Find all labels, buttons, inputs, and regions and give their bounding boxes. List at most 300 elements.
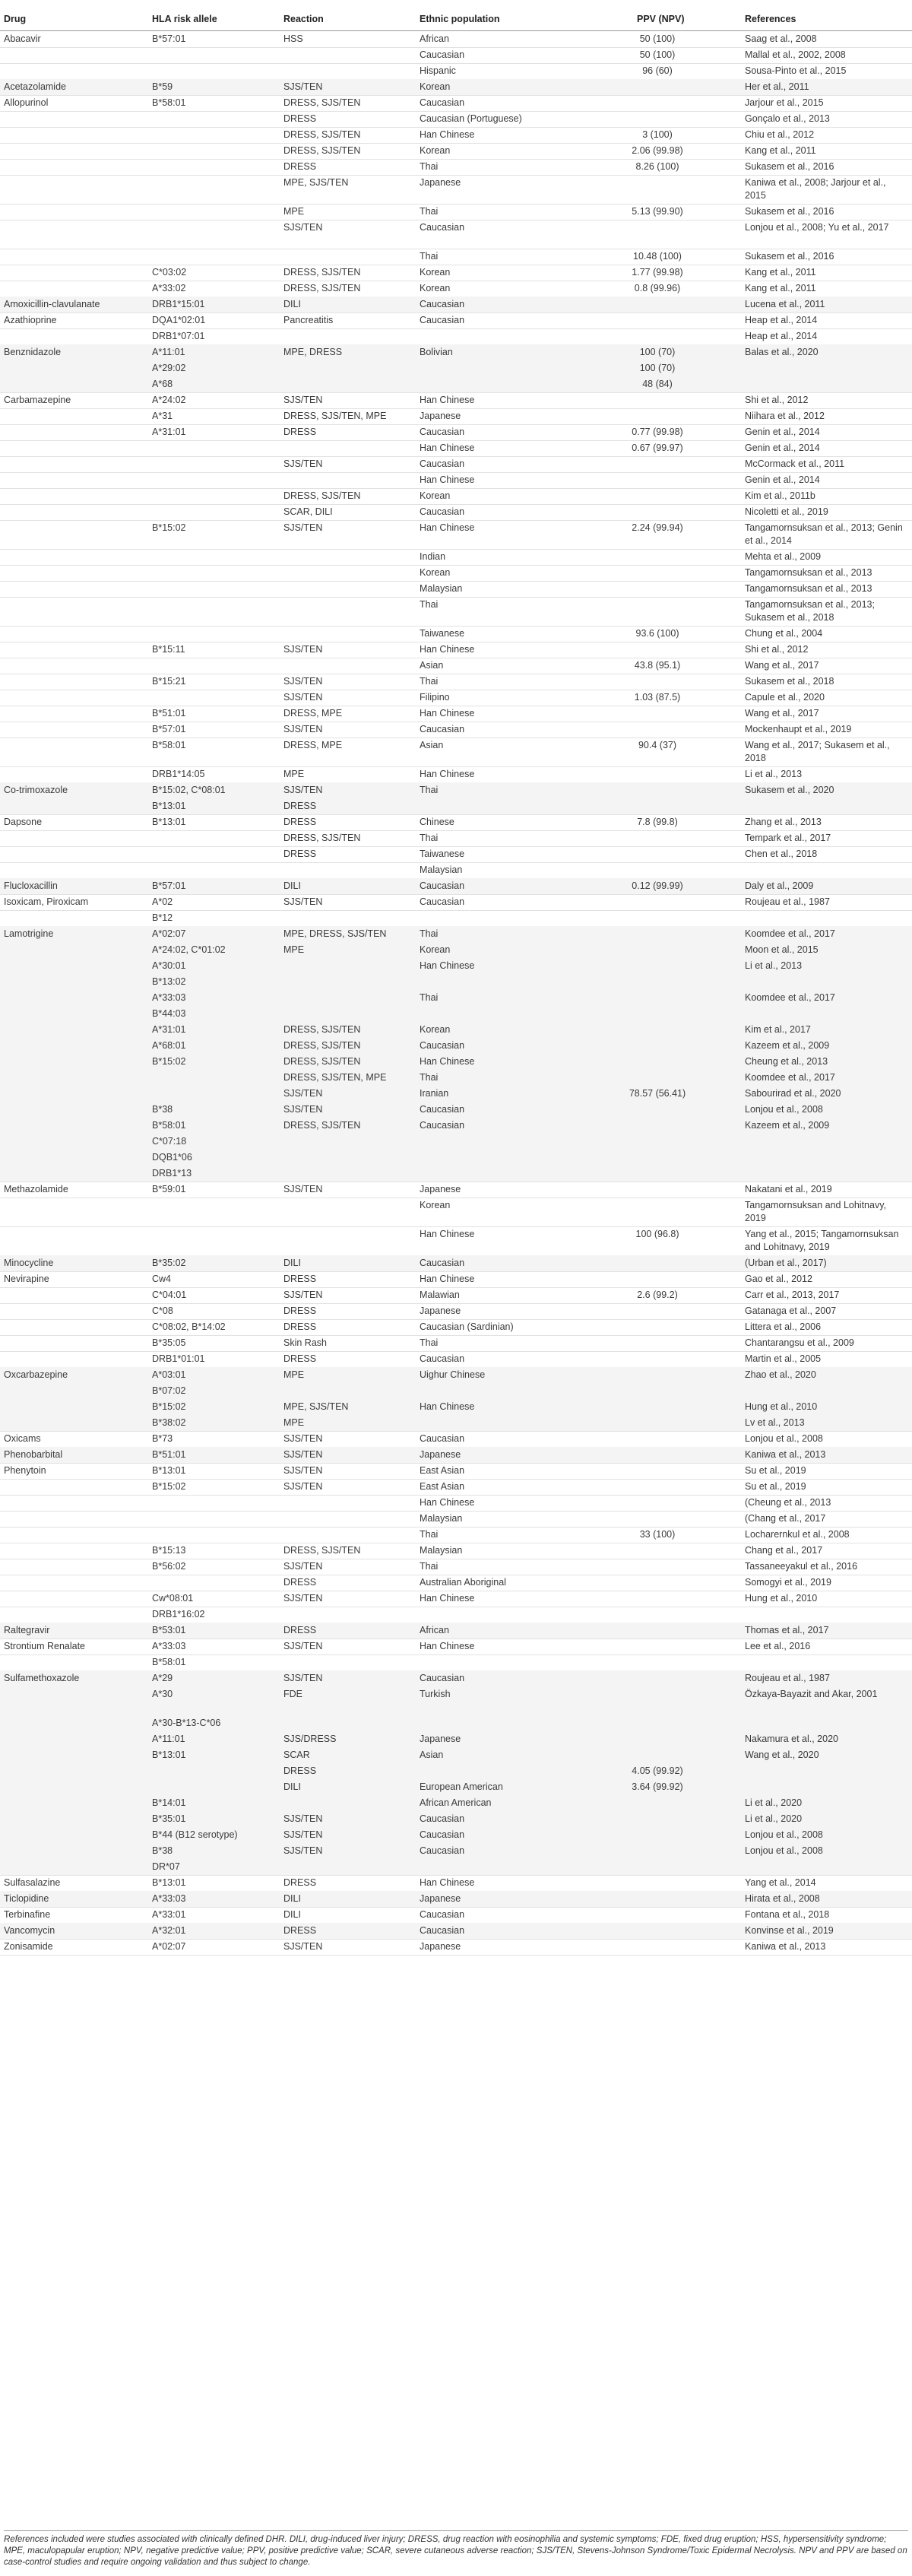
hla-allele-cell: DQA1*02:01 — [152, 315, 206, 325]
ethnic-population-cell: Korean — [420, 145, 451, 156]
reference-cell: Somogyi et al., 2019 — [745, 1577, 831, 1588]
table-row — [0, 1731, 912, 1748]
table-row — [0, 328, 912, 345]
table-row — [0, 1150, 912, 1166]
table-row — [0, 1367, 912, 1384]
ppv-npv-cell: 1.03 (87.5) — [634, 692, 681, 703]
hla-allele-cell: A*68:01 — [152, 1040, 186, 1051]
ethnic-population-cell: Caucasian — [420, 1353, 465, 1364]
ppv-npv-cell: 78.57 (56.41) — [629, 1088, 686, 1099]
table-row — [0, 1287, 912, 1304]
hla-allele-cell: A*33:03 — [152, 1641, 186, 1651]
reference-cell: Kang et al., 2011 — [745, 283, 816, 293]
table-row — [0, 1654, 912, 1671]
hla-allele-cell: A*30 — [152, 1689, 173, 1699]
hla-allele-cell: B*15:21 — [152, 676, 186, 687]
table-row — [0, 143, 912, 160]
table-row — [0, 626, 912, 642]
reference-cell: Capule et al., 2020 — [745, 692, 825, 703]
hla-allele-cell: A*33:03 — [152, 992, 186, 1003]
hla-allele-cell: A*24:02 — [152, 395, 186, 405]
table-row — [0, 910, 912, 927]
hla-allele-cell: B*13:01 — [152, 801, 186, 811]
ethnic-population-cell: Thai — [420, 1529, 439, 1540]
table-row — [0, 1006, 912, 1023]
reaction-cell: DRESS, SJS/TEN — [283, 833, 361, 843]
reaction-cell: DILI — [283, 880, 301, 891]
ethnic-population-cell: Asian — [420, 1750, 444, 1760]
reaction-cell: SJS/TEN — [283, 896, 323, 907]
reaction-cell: SJS/TEN — [283, 692, 323, 703]
ethnic-population-cell: Australian Aboriginal — [420, 1577, 506, 1588]
table-row — [0, 472, 912, 489]
reaction-cell: DRESS — [283, 427, 317, 437]
hla-allele-cell: A*31 — [152, 411, 173, 421]
ethnic-population-cell: Caucasian — [420, 1845, 465, 1856]
reference-cell: Tempark et al., 2017 — [745, 833, 831, 843]
reaction-cell: SJS/TEN — [283, 1481, 323, 1492]
reference-cell: Niihara et al., 2012 — [745, 411, 825, 421]
reference-cell: Kazeem et al., 2009 — [745, 1120, 830, 1131]
reference-cell: Fontana et al., 2018 — [745, 1909, 830, 1920]
ethnic-population-cell: Han Chinese — [420, 474, 475, 485]
table-row — [0, 782, 912, 799]
hla-allele-cell: B*58:01 — [152, 1120, 186, 1131]
reference-cell: Daly et al., 2009 — [745, 880, 814, 891]
reference-cell: Sukasem et al., 2016 — [745, 161, 834, 172]
hla-allele-cell: B*13:01 — [152, 817, 186, 827]
table-row — [0, 1255, 912, 1272]
reaction-cell: SJS/TEN — [283, 785, 323, 795]
header-hla-risk-allele: HLA risk allele — [152, 14, 217, 24]
table-row — [0, 440, 912, 457]
ethnic-population-cell: Thai — [420, 599, 439, 610]
ethnic-population-cell: Malaysian — [420, 583, 463, 594]
hla-allele-cell: A*33:02 — [152, 283, 186, 293]
hla-allele-cell: B*15:02, C*08:01 — [152, 785, 226, 795]
table-row — [0, 520, 912, 550]
ethnic-population-cell: Korean — [420, 567, 451, 578]
table-row — [0, 1319, 912, 1336]
reaction-cell: DRESS — [283, 801, 317, 811]
reaction-cell: SJS/TEN — [283, 1433, 323, 1444]
hla-allele-cell: B*13:01 — [152, 1750, 186, 1760]
reaction-cell: SJS/TEN — [283, 1449, 323, 1460]
ethnic-population-cell: Caucasian — [420, 1433, 465, 1444]
reaction-cell: DILI — [283, 1909, 301, 1920]
reference-cell: Roujeau et al., 1987 — [745, 896, 830, 907]
ethnic-population-cell: Caucasian — [420, 1909, 465, 1920]
reference-cell: McCormack et al., 2011 — [745, 458, 845, 469]
reference-cell: Kim et al., 2017 — [745, 1024, 811, 1035]
ethnic-population-cell: Thai — [420, 833, 439, 843]
ethnic-population-cell: Caucasian — [420, 222, 465, 233]
hla-allele-cell: DRB1*15:01 — [152, 299, 205, 309]
reference-cell: Tangamornsuksan et al., 2013; Genin et al., 2014 — [745, 522, 903, 546]
drug-cell: Isoxicam, Piroxicam — [4, 896, 89, 907]
hla-allele-cell: A*29 — [152, 1673, 173, 1683]
table-row — [0, 424, 912, 441]
ppv-npv-cell: 96 (60) — [642, 65, 673, 76]
table-row — [0, 1383, 912, 1400]
reaction-cell: DRESS — [283, 1925, 317, 1936]
table-row — [0, 1038, 912, 1055]
drug-cell: Oxcarbazepine — [4, 1369, 68, 1380]
reference-cell: Wang et al., 2017 — [745, 708, 819, 719]
reference-cell: Konvinse et al., 2019 — [745, 1925, 834, 1936]
ethnic-population-cell: Han Chinese — [420, 1593, 475, 1604]
ethnic-population-cell: Korean — [420, 1200, 451, 1210]
hla-allele-cell: B*59:01 — [152, 1184, 186, 1194]
header-reaction: Reaction — [283, 14, 324, 24]
table-row — [0, 565, 912, 582]
table-row — [0, 175, 912, 205]
drug-cell: Phenytoin — [4, 1465, 46, 1476]
hla-allele-cell: B*57:01 — [152, 33, 186, 44]
table-row — [0, 1351, 912, 1368]
drug-cell: Flucloxacillin — [4, 880, 58, 891]
reference-cell: Sukasem et al., 2020 — [745, 785, 834, 795]
reference-cell: Lucena et al., 2011 — [745, 299, 825, 309]
table-row — [0, 958, 912, 975]
ppv-npv-cell: 5.13 (99.90) — [632, 206, 683, 217]
reference-cell: Yang et al., 2014 — [745, 1877, 816, 1888]
reference-cell: (Chang et al., 2017 — [745, 1513, 826, 1524]
header-ethnic-population: Ethnic population — [420, 14, 500, 24]
reaction-cell: MPE — [283, 769, 305, 779]
table-row — [0, 1686, 912, 1716]
hla-allele-cell: B*38 — [152, 1104, 173, 1115]
reaction-cell: SJS/TEN — [283, 644, 323, 655]
reference-cell: Saag et al., 2008 — [745, 33, 817, 44]
hla-allele-cell: B*07:02 — [152, 1385, 186, 1396]
table-row — [0, 1134, 912, 1150]
reference-cell: Chang et al., 2017 — [745, 1545, 823, 1556]
drug-cell: Strontium Renalate — [4, 1641, 86, 1651]
table-row — [0, 814, 912, 831]
hla-allele-cell: B*53:01 — [152, 1625, 186, 1635]
table-row — [0, 376, 912, 393]
hla-allele-cell: DRB1*07:01 — [152, 331, 205, 341]
table-row — [0, 63, 912, 80]
reference-cell: Mockenhaupt et al., 2019 — [745, 724, 852, 734]
table-row — [0, 549, 912, 566]
ethnic-population-cell: Thai — [420, 676, 439, 687]
reference-cell: Genin et al., 2014 — [745, 427, 820, 437]
table-row — [0, 297, 912, 313]
table-row — [0, 1859, 912, 1876]
table-row — [0, 1907, 912, 1924]
ethnic-population-cell: Indian — [420, 551, 446, 562]
ethnic-population-cell: Caucasian — [420, 299, 465, 309]
reference-cell: Li et al., 2013 — [745, 769, 803, 779]
reference-cell: Yang et al., 2015; Tangamornsuksan and Lohitnavy, 2019 — [745, 1229, 899, 1252]
hla-allele-cell: C*03:02 — [152, 267, 187, 278]
reaction-cell: DRESS — [283, 1765, 317, 1776]
drug-cell: Oxicams — [4, 1433, 41, 1444]
ethnic-population-cell: Thai — [420, 785, 439, 795]
reaction-cell: SJS/TEN — [283, 724, 323, 734]
table-row — [0, 722, 912, 738]
drug-cell: Lamotrigine — [4, 928, 54, 939]
hla-allele-cell: A*11:01 — [152, 1734, 185, 1744]
table-row — [0, 1543, 912, 1559]
reaction-cell: SJS/TEN — [283, 1593, 323, 1604]
ethnic-population-cell: Han Chinese — [420, 443, 475, 453]
reference-cell: Zhang et al., 2013 — [745, 817, 822, 827]
table-row — [0, 1670, 912, 1687]
reaction-cell: DRESS — [283, 1274, 317, 1284]
reaction-cell: SJS/TEN — [283, 1290, 323, 1300]
ethnic-population-cell: East Asian — [420, 1465, 465, 1476]
reference-cell: Shi et al., 2012 — [745, 395, 809, 405]
reference-cell: Gonçalo et al., 2013 — [745, 113, 830, 124]
hla-allele-cell: B*38:02 — [152, 1417, 186, 1428]
ethnic-population-cell: Han Chinese — [420, 1401, 475, 1412]
hla-allele-cell: B*57:01 — [152, 880, 186, 891]
reference-cell: Kazeem et al., 2009 — [745, 1040, 830, 1051]
reaction-cell: SJS/TEN — [283, 81, 323, 92]
reaction-cell: DRESS, SJS/TEN — [283, 283, 361, 293]
hla-allele-cell: C*07:18 — [152, 1136, 187, 1147]
table-row — [0, 1495, 912, 1512]
ppv-npv-cell: 0.67 (99.97) — [632, 443, 683, 453]
table-row — [0, 1070, 912, 1087]
table-row — [0, 204, 912, 220]
ethnic-population-cell: Caucasian — [420, 724, 465, 734]
drug-cell: Carbamazepine — [4, 395, 71, 405]
ppv-npv-cell: 8.26 (100) — [635, 161, 679, 172]
table-row — [0, 1747, 912, 1764]
hla-allele-cell: B*58:01 — [152, 1657, 186, 1667]
reference-cell: Gatanaga et al., 2007 — [745, 1305, 837, 1316]
ethnic-population-cell: Taiwanese — [420, 628, 465, 639]
drug-cell: Co-trimoxazole — [4, 785, 68, 795]
table-row — [0, 488, 912, 505]
reference-cell: Koomdee et al., 2017 — [745, 992, 835, 1003]
reaction-cell: FDE — [283, 1689, 302, 1699]
ppv-npv-cell: 93.6 (100) — [635, 628, 679, 639]
ethnic-population-cell: Caucasian — [420, 1258, 465, 1268]
hla-allele-cell: B*13:01 — [152, 1877, 186, 1888]
table-row — [0, 1447, 912, 1464]
drug-cell: Acetazolamide — [4, 81, 66, 92]
table-row — [0, 1226, 912, 1256]
ethnic-population-cell: Caucasian — [420, 458, 465, 469]
table-row — [0, 846, 912, 863]
reference-cell: Chung et al., 2004 — [745, 628, 823, 639]
drug-cell: Dapsone — [4, 817, 43, 827]
reference-cell: Shi et al., 2012 — [745, 644, 809, 655]
hla-allele-cell: B*15:02 — [152, 1481, 186, 1492]
table-row — [0, 1511, 912, 1528]
hla-allele-cell: B*57:01 — [152, 724, 186, 734]
reference-cell: Hung et al., 2010 — [745, 1401, 818, 1412]
hla-allele-cell: Cw*08:01 — [152, 1593, 194, 1604]
table-row — [0, 1607, 912, 1623]
drug-cell: Sulfamethoxazole — [4, 1673, 80, 1683]
reaction-cell: DRESS — [283, 113, 317, 124]
hla-allele-cell: A*03:01 — [152, 1369, 186, 1380]
reaction-cell: Pancreatitis — [283, 315, 334, 325]
table-row — [0, 1559, 912, 1575]
reference-cell: Li et al., 2013 — [745, 960, 803, 971]
reaction-cell: DRESS, MPE — [283, 708, 343, 719]
table-row — [0, 1463, 912, 1480]
reference-cell: Chiu et al., 2012 — [745, 129, 815, 140]
table-row — [0, 1527, 912, 1543]
table-row — [0, 1415, 912, 1432]
table-row — [0, 597, 912, 627]
reaction-cell: SJS/TEN — [283, 676, 323, 687]
hla-allele-cell: A*02 — [152, 896, 173, 907]
table-row — [0, 31, 912, 48]
hla-allele-cell: DRB1*01:01 — [152, 1353, 205, 1364]
ethnic-population-cell: Hispanic — [420, 65, 456, 76]
reaction-cell: DRESS, MPE — [283, 740, 343, 750]
ethnic-population-cell: Taiwanese — [420, 849, 465, 859]
reference-cell: Carr et al., 2013, 2017 — [745, 1290, 840, 1300]
reference-cell: Sukasem et al., 2018 — [745, 676, 834, 687]
hla-allele-cell: A*32:01 — [152, 1925, 186, 1936]
reaction-cell: DRESS, SJS/TEN — [283, 1056, 361, 1067]
reference-cell: (Cheung et al., 2013 — [745, 1497, 831, 1508]
reference-cell: Chantarangsu et al., 2009 — [745, 1337, 854, 1348]
reaction-cell: DRESS — [283, 1321, 317, 1332]
ethnic-population-cell: Caucasian — [420, 1925, 465, 1936]
ethnic-population-cell: Caucasian — [420, 49, 465, 60]
table-row — [0, 798, 912, 815]
ethnic-population-cell: Caucasian — [420, 506, 465, 517]
drug-cell: Amoxicillin-clavulanate — [4, 299, 100, 309]
ethnic-population-cell: Han Chinese — [420, 644, 475, 655]
table-row — [0, 1591, 912, 1607]
hla-allele-cell: B*38 — [152, 1845, 173, 1856]
ethnic-population-cell: Japanese — [420, 1305, 461, 1316]
reaction-cell: MPE, SJS/TEN — [283, 1401, 349, 1412]
table-row — [0, 926, 912, 943]
reference-cell: Hung et al., 2010 — [745, 1593, 818, 1604]
reference-cell: Mehta et al., 2009 — [745, 551, 822, 562]
table-row — [0, 1811, 912, 1828]
reaction-cell: MPE, SJS/TEN — [283, 177, 349, 188]
reference-cell: Lonjou et al., 2008 — [745, 1845, 823, 1856]
reaction-cell: SJS/TEN — [283, 1829, 323, 1840]
ppv-npv-cell: 50 (100) — [639, 49, 676, 60]
reaction-cell: MPE — [283, 1369, 305, 1380]
reference-cell: Li et al., 2020 — [745, 1797, 803, 1808]
reaction-cell: SJS/TEN — [283, 1641, 323, 1651]
hla-allele-cell: DRB1*13 — [152, 1168, 192, 1179]
reference-cell: Wang et al., 2017; Sukasem et al., 2018 — [745, 740, 890, 763]
ethnic-population-cell: Korean — [420, 944, 451, 955]
reference-cell: Tangamornsuksan and Lohitnavy, 2019 — [745, 1200, 886, 1223]
table-row — [0, 658, 912, 674]
ethnic-population-cell: Han Chinese — [420, 129, 475, 140]
drug-cell: Sulfasalazine — [4, 1877, 61, 1888]
ethnic-population-cell: Caucasian — [420, 896, 465, 907]
reference-cell: Kang et al., 2011 — [745, 145, 816, 156]
table-row — [0, 265, 912, 281]
drug-cell: Methazolamide — [4, 1184, 68, 1194]
reference-cell: Kaniwa et al., 2013 — [745, 1941, 826, 1952]
table-row — [0, 1303, 912, 1320]
drug-cell: Terbinafine — [4, 1909, 51, 1920]
reaction-cell: DRESS, SJS/TEN — [283, 267, 361, 278]
table-row — [0, 990, 912, 1007]
hla-allele-cell: A*30:01 — [152, 960, 186, 971]
reference-cell: Sabourirad et al., 2020 — [745, 1088, 841, 1099]
table-row — [0, 344, 912, 361]
table-row — [0, 1891, 912, 1908]
table-footnote: References included were studies associated with clinically defined DHR. DILI, drug-induced liver injury; DRESS, drug reaction with eosinophilia and systemic symptoms; FDE, fixed drug eruption; HSS, hypersensitivity syndrome; MPE, maculopapular eruption; NPV, negative predictive value; PPV, positive predictive value; SCAR, severe cutaneous adverse reaction; SJS/TEN, Stevens-Johnson Syndrome/Toxic Epidermal Necrolysis. NPV and PPV are based on case-control studies and require ongoing validation and thus subject to change. — [4, 2530, 908, 2568]
ethnic-population-cell: Japanese — [420, 1734, 461, 1744]
hla-allele-cell: A*29:02 — [152, 363, 186, 373]
hla-allele-cell: A*02:07 — [152, 928, 186, 939]
reference-cell: Mallal et al., 2002, 2008 — [745, 49, 846, 60]
ethnic-population-cell: Japanese — [420, 411, 461, 421]
table-row — [0, 1198, 912, 1227]
table-row — [0, 1054, 912, 1071]
drug-cell: Abacavir — [4, 33, 41, 44]
table-row — [0, 642, 912, 658]
reference-cell: Lonjou et al., 2008 — [745, 1829, 823, 1840]
hla-allele-cell: B*15:11 — [152, 644, 185, 655]
drug-cell: Benznidazole — [4, 347, 62, 357]
hla-allele-cell: Cw4 — [152, 1274, 172, 1284]
ethnic-population-cell: African — [420, 1625, 449, 1635]
reference-cell: Kim et al., 2011b — [745, 490, 815, 501]
ethnic-population-cell: European American — [420, 1781, 503, 1792]
reaction-cell: DRESS, SJS/TEN — [283, 129, 361, 140]
reaction-cell: DRESS, SJS/TEN — [283, 1040, 361, 1051]
ethnic-population-cell: Thai — [420, 992, 439, 1003]
table-row — [0, 1715, 912, 1732]
ethnic-population-cell: Han Chinese — [420, 960, 475, 971]
ethnic-population-cell: Thai — [420, 251, 439, 262]
reference-cell: Nakamura et al., 2020 — [745, 1734, 838, 1744]
table-row — [0, 1843, 912, 1860]
reaction-cell: DRESS — [283, 161, 317, 172]
table-row — [0, 738, 912, 767]
ethnic-population-cell: Malaysian — [420, 864, 463, 875]
header-drug: Drug — [4, 14, 27, 24]
table-row — [0, 1399, 912, 1416]
table-row — [0, 1022, 912, 1039]
table-row — [0, 690, 912, 706]
header-ppv-npv: PPV (NPV) — [637, 14, 685, 24]
reaction-cell: DRESS, SJS/TEN — [283, 1024, 361, 1035]
reference-cell: Li et al., 2020 — [745, 1813, 803, 1824]
table-row — [0, 1939, 912, 1956]
table-row — [0, 1779, 912, 1796]
hla-allele-cell: B*51:01 — [152, 708, 186, 719]
hla-allele-cell: B*15:02 — [152, 1056, 186, 1067]
table-row — [0, 312, 912, 329]
reference-cell: Lonjou et al., 2008; Yu et al., 2017 — [745, 222, 889, 233]
table-row — [0, 127, 912, 144]
ppv-npv-cell: 0.8 (99.96) — [634, 283, 681, 293]
table-row — [0, 79, 912, 96]
hla-allele-cell: C*08 — [152, 1305, 173, 1316]
reaction-cell: DRESS — [283, 1577, 317, 1588]
reaction-cell: MPE — [283, 206, 305, 217]
reference-cell: Tangamornsuksan et al., 2013 — [745, 567, 872, 578]
reaction-cell: DRESS, SJS/TEN — [283, 145, 361, 156]
reaction-cell: DILI — [283, 1258, 301, 1268]
ethnic-population-cell: Uighur Chinese — [420, 1369, 486, 1380]
ethnic-population-cell: Korean — [420, 81, 451, 92]
